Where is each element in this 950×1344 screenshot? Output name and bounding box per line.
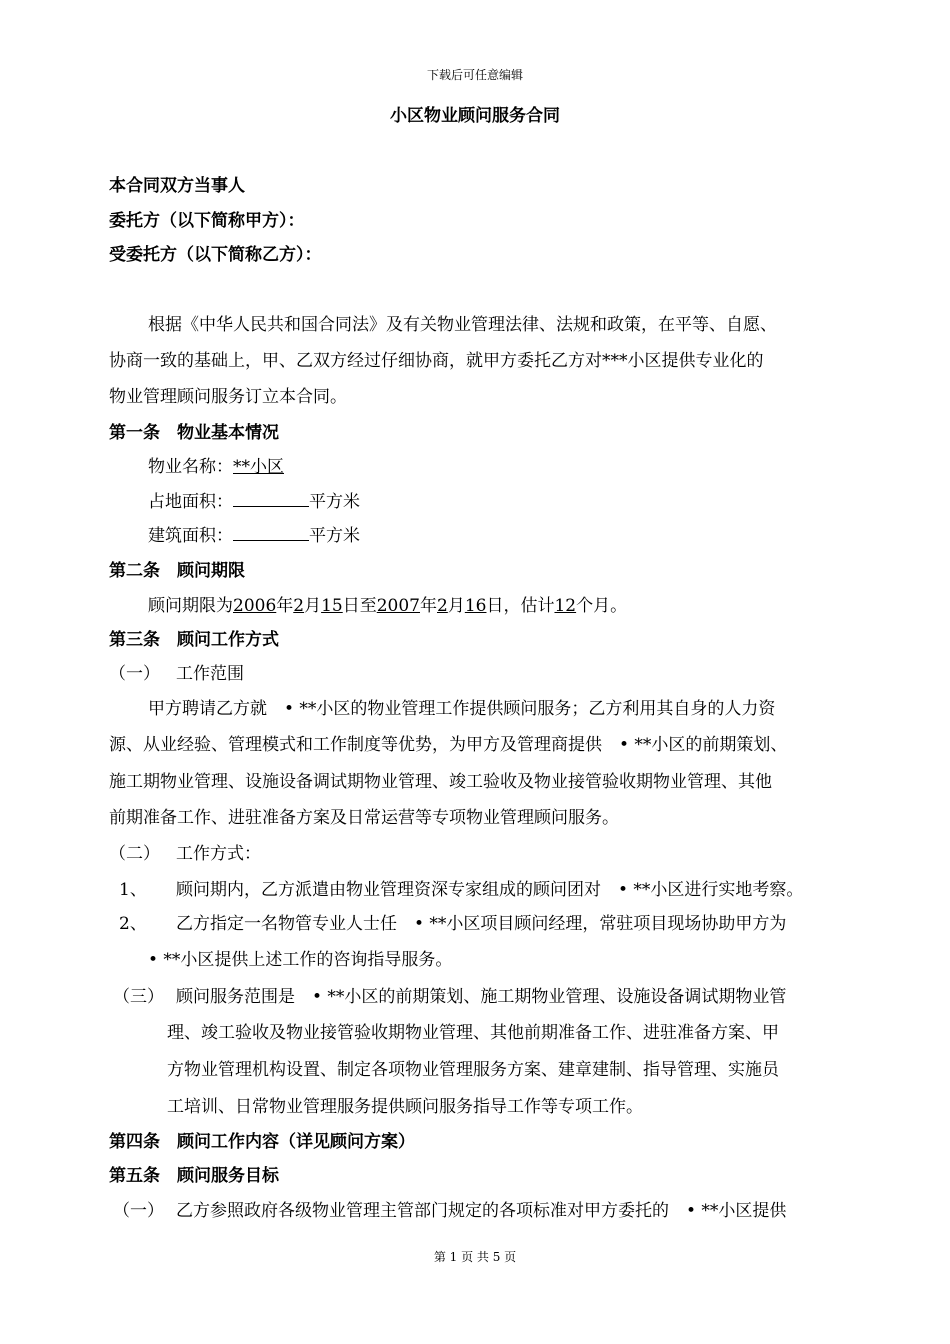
item-2-continued: • **小区提供上述工作的咨询指导服务。 [148, 950, 453, 970]
start-year: 2006 [233, 596, 277, 616]
article-3-heading: 第三条 顾问工作方式 [109, 630, 279, 650]
end-year: 2007 [376, 596, 420, 616]
to-text: 日至 [342, 596, 377, 616]
start-month: 2 [293, 596, 305, 616]
item-1-text: 顾问期内，乙方派遣由物业管理资深专家组成的顾问团对 • **小区进行实地考察。 [176, 880, 804, 900]
intro-line-3: 物业管理顾问服务订立本合同。 [109, 387, 347, 407]
building-area-label: 建筑面积： [148, 526, 233, 546]
building-area-unit: 平方米 [309, 526, 360, 546]
year-text: 年 [276, 596, 294, 616]
article-5-heading: 第五条 顾问服务目标 [109, 1166, 279, 1186]
item-2-num: 2、 [119, 914, 147, 934]
article-1-heading: 第一条 物业基本情况 [109, 423, 279, 443]
start-day: 15 [321, 596, 343, 616]
term-prefix: 顾问期限为 [148, 596, 233, 616]
intro-line-2: 协商一致的基础上，甲、乙双方经过仔细协商，就甲方委托乙方对***小区提供专业化的 [109, 351, 764, 371]
estimate-text: 日，估计 [486, 596, 555, 616]
intro-line-1: 根据《中华人民共和国合同法》及有关物业管理法律、法规和政策，在平等、自愿、 [148, 315, 777, 335]
sec-3-2-num: （二） [109, 844, 160, 864]
sec-3-3-num: （三） [113, 987, 164, 1007]
party-a-label: 委托方（以下简称甲方）： [109, 211, 305, 231]
building-area-row [148, 521, 360, 546]
land-area-label: 占地面积： [148, 492, 233, 512]
sec-3-3-line-1: 顾问服务范围是 • **小区的前期策划、施工期物业管理、设施设备调试期物业管 [176, 987, 787, 1007]
sec-5-1-num: （一） [113, 1201, 164, 1221]
property-name-label: 物业名称： [148, 457, 233, 477]
item-1-num: 1、 [119, 880, 147, 900]
scope-line-4: 前期准备工作、进驻准备方案及日常运营等专项物业管理顾问服务。 [109, 808, 619, 828]
month-text: 月 [304, 596, 322, 616]
page-header: 下载后可任意编辑 [426, 68, 523, 82]
year-text-2: 年 [420, 596, 437, 616]
scope-line-1: 甲方聘请乙方就 • **小区的物业管理工作提供顾问服务；乙方利用其自身的人力资 [148, 699, 776, 719]
land-area-row [148, 487, 360, 512]
scope-line-3: 施工期物业管理、设施设备调试期物业管理、竣工验收及物业接管验收期物业管理、其他 [109, 772, 772, 792]
term-months: 12 [554, 596, 577, 616]
term-line [148, 591, 627, 616]
end-day: 16 [464, 596, 487, 616]
sec-3-3-line-3: 方物业管理机构设置、制定各项物业管理服务方案、建章建制、指导管理、实施员 [167, 1060, 779, 1080]
months-suffix: 个月。 [576, 596, 628, 616]
month-text-2: 月 [447, 596, 465, 616]
document-title: 小区物业顾问服务合同 [390, 106, 560, 126]
party-b-label: 受委托方（以下简称乙方）： [109, 245, 322, 265]
sec-3-2-title: 工作方式： [176, 844, 261, 864]
property-name-row [148, 452, 284, 477]
sec-3-1-num: （一） [109, 664, 160, 684]
article-2-heading: 第二条 顾问期限 [109, 561, 245, 581]
sec-3-1-title: 工作范围 [176, 664, 244, 684]
property-name-value: **小区 [233, 457, 284, 477]
land-area-unit: 平方米 [309, 492, 360, 512]
parties-heading: 本合同双方当事人 [109, 176, 245, 196]
item-2-text: 乙方指定一名物管专业人士任 • **小区项目顾问经理，常驻项目现场协助甲方为 [176, 914, 787, 934]
sec-3-3-line-4: 工培训、日常物业管理服务提供顾问服务指导工作等专项工作。 [167, 1097, 643, 1117]
building-area-blank [233, 525, 309, 541]
scope-line-2: 源、从业经验、管理模式和工作制度等优势，为甲方及管理商提供 • **小区的前期策划、 [109, 735, 788, 755]
page-footer: 第 1 页 共 5 页 [433, 1250, 517, 1264]
article-4-heading: 第四条 顾问工作内容（详见顾问方案） [109, 1132, 415, 1152]
land-area-blank [233, 491, 309, 507]
end-month: 2 [437, 596, 448, 616]
sec-5-1-text: 乙方参照政府各级物业管理主管部门规定的各项标准对甲方委托的 • **小区提供 [176, 1201, 787, 1221]
sec-3-3-line-2: 理、竣工验收及物业接管验收期物业管理、其他前期准备工作、进驻准备方案、甲 [167, 1023, 779, 1043]
